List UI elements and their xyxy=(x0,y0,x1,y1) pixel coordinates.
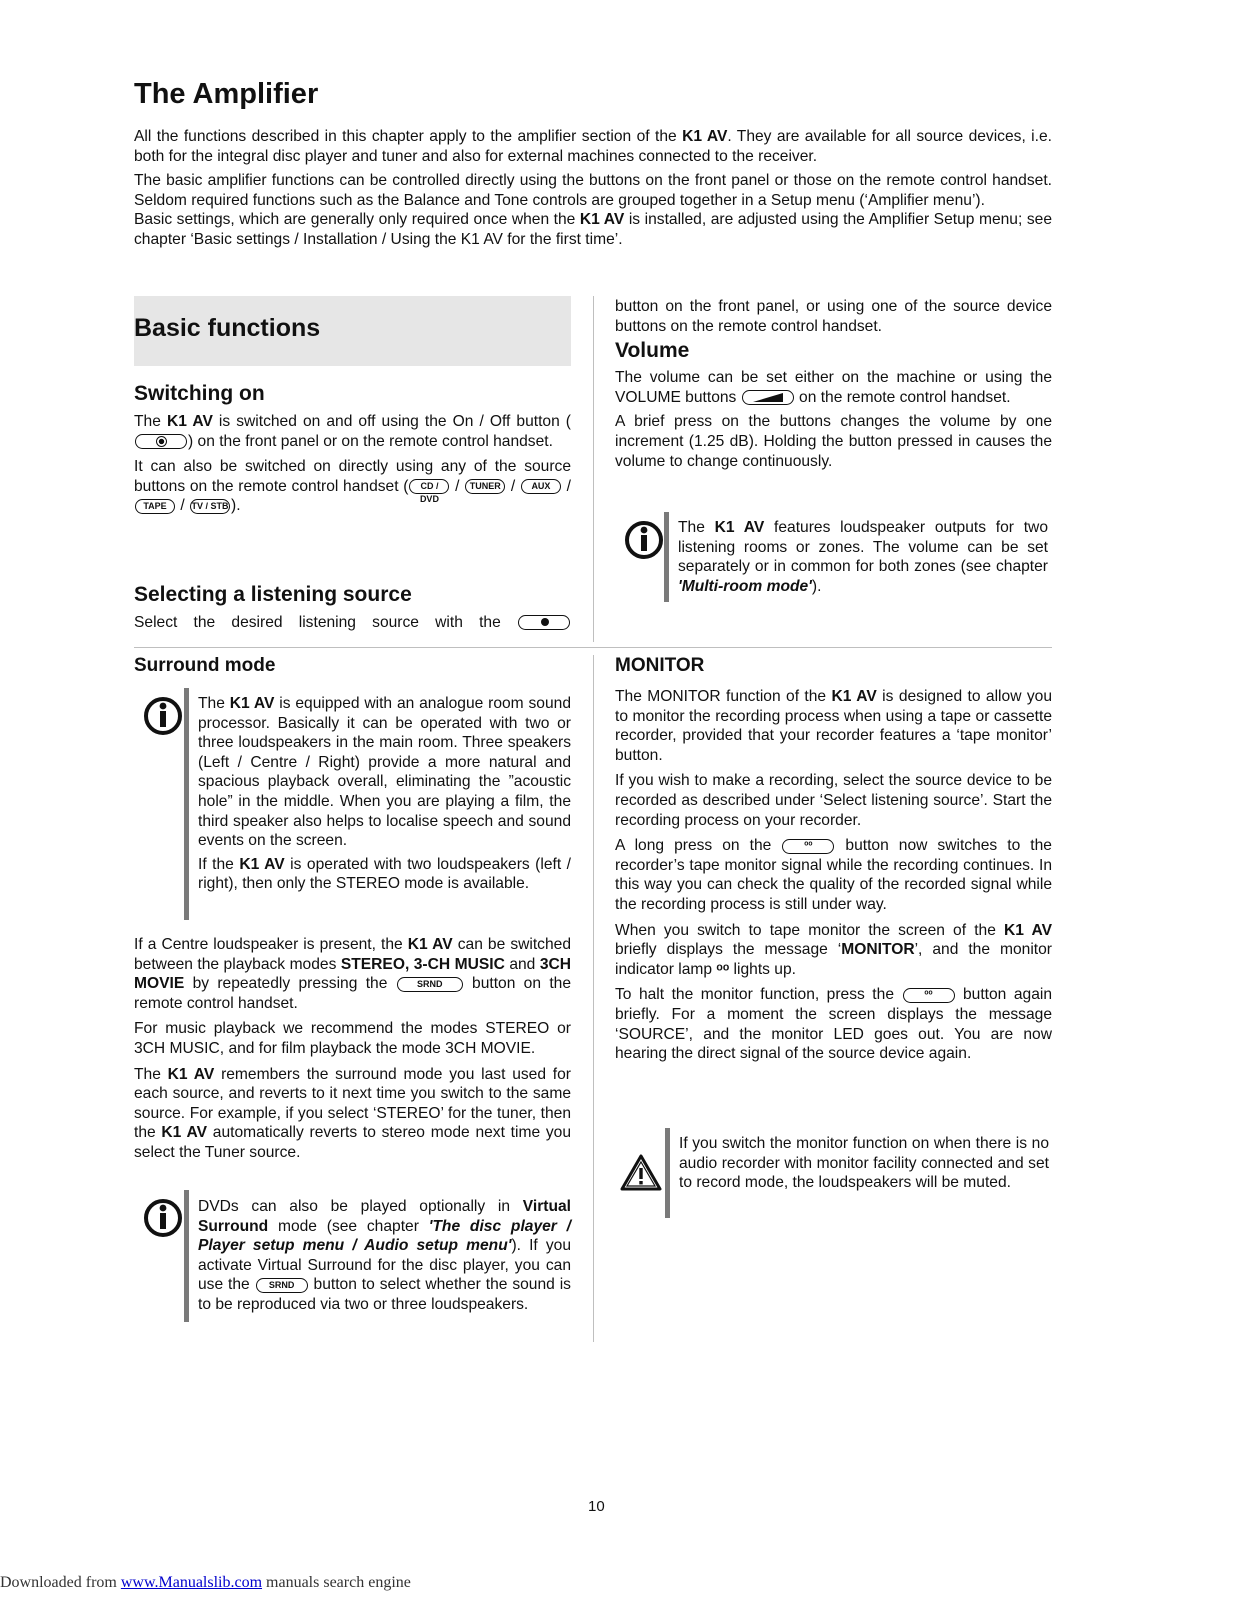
switching-on-section xyxy=(134,382,571,516)
intro-section xyxy=(134,127,1052,255)
column-divider-top xyxy=(593,296,594,642)
monitor-paragraph-4: When you switch to tape monitor the screen of the K1 AV briefly displays the message ‘MONITOR’, and the monitor indicator lamp ᵒᵒ lights up. xyxy=(615,921,1052,978)
monitor-button-icon: ᵒᵒ xyxy=(903,988,955,1003)
monitor-lamp-icon: ᵒᵒ xyxy=(716,960,730,978)
selecting-source-heading: Selecting a listening source xyxy=(134,583,412,606)
column-divider-bottom xyxy=(593,655,594,1342)
monitor-paragraph-1: The MONITOR function of the K1 AV is designed to allow you to monitor the recording process when using a tape or cassette recorder, provided that your recorder features a ‘tape monitor’ button. xyxy=(615,688,1052,764)
multiroom-note-text: The K1 AV features loudspeaker outputs for two listening rooms or zones. The volume can be set separately or in common for both zones (see chapter 'Multi-room mode'). xyxy=(678,519,1048,595)
surround-paragraph-1: If a Centre loudspeaker is present, the K1 AV can be switched between the playback modes STEREO, 3-CH MUSIC and 3CH MOVIE by repeatedly pressing the SRND button on the remote control handset. xyxy=(134,936,572,1012)
info-icon xyxy=(143,1198,183,1243)
surround-heading: Surround mode xyxy=(134,655,276,676)
surround-body xyxy=(134,935,571,1163)
note-bar xyxy=(184,1190,189,1322)
basic-functions-heading: Basic functions xyxy=(134,314,321,342)
virtual-surround-note xyxy=(139,1190,571,1322)
volume-heading: Volume xyxy=(615,339,690,363)
volume-button-icon xyxy=(742,390,794,405)
warning-icon xyxy=(620,1154,662,1197)
note-bar xyxy=(664,512,669,602)
tv-stb-button-icon: TV / STB xyxy=(190,499,230,514)
surround-paragraph-2: For music playback we recommend the modes STEREO or 3CH MUSIC, and for film playback the mode 3CH MOVIE. xyxy=(134,1020,571,1057)
source-continuation-paragraph: button on the front panel, or using one of the source device buttons on the remote control handset. xyxy=(615,298,1052,335)
aux-button-icon: AUX xyxy=(521,479,561,494)
surround-section xyxy=(134,655,571,677)
monitor-paragraph-3: A long press on the ᵒᵒ button now switches to the recorder’s tape monitor signal while the recording continues. In this way you can check the quality of the recorded signal while the recording process is still under way. xyxy=(615,837,1052,913)
tuner-button-icon: TUNER xyxy=(465,479,505,494)
info-icon xyxy=(143,696,183,741)
intro-paragraph-1: All the functions described in this chapter apply to the amplifier section of the K1 AV. They are available for all source devices, i.e. both for the integral disc player and tuner and also for external machines connected to the receiver. xyxy=(134,128,1052,165)
volume-section xyxy=(615,297,1052,471)
monitor-heading: MONITOR xyxy=(615,655,705,676)
page-title: The Amplifier xyxy=(134,78,319,110)
power-button-icon xyxy=(135,434,187,449)
srnd-button-icon: SRND xyxy=(256,1278,308,1293)
srnd-button-icon: SRND xyxy=(397,977,463,992)
page-number: 10 xyxy=(588,1498,605,1515)
intro-paragraph-3: Basic settings, which are generally only required once when the K1 AV is installed, are adjusted using the Amplifier Setup menu; see chapter ‘Basic settings / Installation / Using the K1 AV for the first time’. xyxy=(134,211,1052,248)
virtual-surround-note-text: DVDs can also be played optionally in Virtual Surround mode (see chapter 'The disc player / Player setup menu / Audio setup menu'). If you activate Virtual Surround for the disc player, you can use the SRND button to select whether the sound is to be reproduced via two or three loudspeakers. xyxy=(198,1198,571,1313)
selecting-source-section xyxy=(134,583,571,633)
section-divider xyxy=(134,647,1052,648)
monitor-paragraph-5: To halt the monitor function, press the ᵒᵒ button again briefly. For a moment the screen displays the message ‘SOURCE’, and the monitor LED goes out. You are now hearing the direct signal of the source device again. xyxy=(615,986,1052,1063)
surround-note-text: The K1 AV is equipped with an analogue room sound processor. Basically it can be operated with two or three loudspeakers in the main room. Three speakers (Left / Centre / Right) provide a more natural and spacious playback overall, eliminating the ”acoustic hole” in the middle. When you are playing a film, the third speaker also helps to localise speech and sound events on the screen. If the K1 AV is operated with two loudspeakers (left / right), then only the STEREO mode is available. xyxy=(198,695,571,893)
download-footer: Downloaded from www.Manualslib.com manuals search engine xyxy=(0,1574,411,1591)
selecting-source-paragraph: Select the desired listening source with the xyxy=(134,613,571,633)
manualslib-link[interactable]: www.Manualslib.com xyxy=(120,1574,263,1591)
monitor-paragraph-2: If you wish to make a recording, select the source device to be recorded as described under ‘Select listening source’. Start the recording process on your recorder. xyxy=(615,772,1052,829)
tape-button-icon: TAPE xyxy=(135,499,175,514)
switching-on-heading: Switching on xyxy=(134,382,265,405)
basic-functions-banner xyxy=(134,296,571,366)
surround-paragraph-3: The K1 AV remembers the surround mode you last used for each source, and reverts to it next time you switch to the same source. For example, if you select ‘STEREO’ for the tuner, then the K1 AV automatically reverts to stereo mode next time you select the Tuner source. xyxy=(134,1065,572,1161)
info-icon xyxy=(624,520,664,565)
cd-dvd-button-icon: CD / DVD xyxy=(409,479,449,494)
monitor-section xyxy=(615,655,1052,1064)
monitor-warning-note xyxy=(620,1128,1050,1218)
volume-paragraph-1: The volume can be set either on the machine or using the VOLUME buttons on the remote control handset. xyxy=(615,369,1052,406)
multiroom-note xyxy=(620,512,1050,602)
volume-paragraph-2: A brief press on the buttons changes the volume by one increment (1.25 dB). Holding the button pressed in causes the volume to change continuously. xyxy=(615,413,1052,470)
note-bar xyxy=(665,1128,670,1218)
monitor-button-icon: ᵒᵒ xyxy=(782,839,834,854)
source-select-button-icon xyxy=(518,615,570,630)
note-bar xyxy=(184,688,189,920)
surround-info-note xyxy=(139,688,571,920)
intro-paragraph-2: The basic amplifier functions can be controlled directly using the buttons on the front panel or those on the remote control handset. Seldom required functions such as the Balance and Tone controls are grouped together in a Setup menu (‘Amplifier menu’). xyxy=(134,172,1052,209)
switching-on-paragraph-1: The K1 AV is switched on and off using the On / Off button () on the front panel or on the remote control handset. xyxy=(134,413,571,450)
switching-on-paragraph-2: It can also be switched on directly using any of the source buttons on the remote control handset ( CD / DVD / TUNER / AUX / TAPE / TV / STB ). xyxy=(134,458,571,515)
monitor-warning-text: If you switch the monitor function on when there is no audio recorder with monitor facility connected and set to record mode, the loudspeakers will be muted. xyxy=(679,1135,1049,1192)
